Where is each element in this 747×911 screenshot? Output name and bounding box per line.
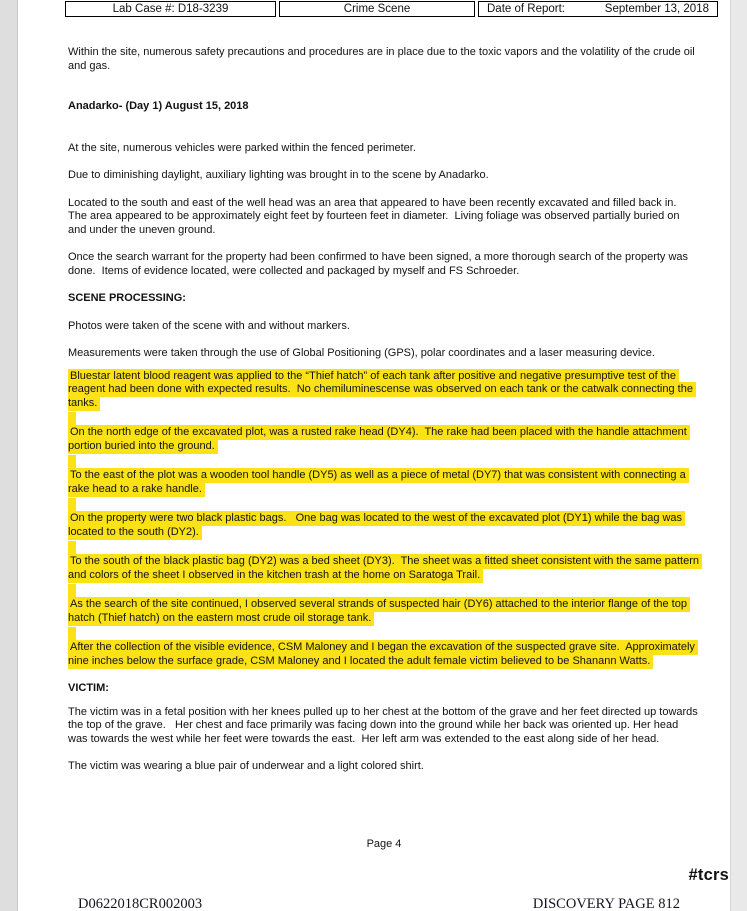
page-number: Page 4 [366,838,402,850]
date-of-report-value: September 13, 2018 [604,3,709,15]
highlighted-paragraph [68,469,700,496]
date-of-report-cell [478,1,718,17]
highlighted-paragraph [68,512,700,539]
heading-scene-processing: SCENE PROCESSING: [68,292,186,304]
highlight-paragraph-mark [68,625,700,641]
right-margin-gutter [730,0,747,911]
report-paragraph: Measurements were taken through the use of Global Positioning (GPS), polar coordinates and a laser measuring device. [68,347,655,359]
highlighted-paragraph [68,555,703,582]
case-type-value: Crime Scene [343,3,411,15]
case-number: D0622018CR002003 [78,896,203,911]
highlight-span: Bluestar latent blood reagent was applied to the “Thief hatch” of each tank after positive and negative presumptive test of the reagent had been done with expected results. No chemiluminescense was observed on each tank or the catwalk connecting the tanks. [68,369,696,409]
report-paragraph: The victim was wearing a blue pair of underwear and a light colored shirt. [68,760,424,772]
highlight-span: On the property were two black plastic bags. One bag was located to the west of the excavated plot (DY1) while the bag was located to the south (DY2). [68,512,686,538]
highlight-span: After the collection of the visible evidence, CSM Maloney and I began the excavation of the suspected grave site. Approximately nine inches below the surface grade, CSM Maloney and I located the adult female victim believed to be Shanann Watts. [68,641,698,667]
highlight-span: On the north edge of the excavated plot, was a rusted rake head (DY4). The rake had been placed with the handle attachment portion buried into the ground. [68,426,690,452]
highlighted-paragraph [68,598,700,625]
heading-anadarko-day1: Anadarko- (Day 1) August 15, 2018 [68,100,249,112]
report-paragraph: Located to the south and east of the well head was an area that appeared to have been recently excavated and filled back in. The area appeared to be approximately eight feet by fourteen feet in diameter. Living foliage was observed partially buried on and under the uneven ground. [68,196,683,236]
discovery-page-number: DISCOVERY PAGE 812 [532,896,680,911]
highlighted-paragraph [68,426,700,453]
report-paragraph: Due to diminishing daylight, auxiliary lighting was brought in to the scene by Anadarko. [68,169,489,181]
lab-case-value: Lab Case #: D18-3239 [112,3,229,15]
report-body [18,17,730,774]
report-paragraph: Within the site, numerous safety precautions and procedures are in place due to the toxic vapors and the volatility of the crude oil and gas. [68,46,698,72]
report-paragraph: Photos were taken of the scene with and without markers. [68,319,350,332]
footer-identifiers [78,896,680,911]
case-type-cell [279,1,475,17]
case-header-table [65,1,718,17]
heading-victim: VICTIM: [68,682,109,694]
report-page [18,0,730,911]
highlight-span: To the east of the plot was a wooden tool handle (DY5) as well as a piece of metal (DY7) that was consistent with connecting a rake head to a rake handle. [68,469,689,495]
highlighted-paragraph [68,641,700,668]
highlight-paragraph-mark [68,539,700,555]
highlight-paragraph-mark [68,582,700,598]
highlight-paragraph-mark [68,453,700,469]
lab-case-cell [65,1,276,17]
report-paragraph: Once the search warrant for the property had been confirmed to have been signed, a more thorough search of the property was done. Items of evidence located, were collected and packaged by myself and FS Schroeder. [68,251,692,277]
highlight-span: To the south of the black plastic bag (DY2) was a bed sheet (DY3). The sheet was a fitted sheet consistent with the same pattern and colors of the sheet I observed in the kitchen trash at the home on Saratoga Trail. [68,555,703,581]
report-paragraph: At the site, numerous vehicles were parked within the fenced perimeter. [68,141,416,154]
highlight-paragraph-mark [68,496,700,512]
hashtag-watermark: #tcrs [688,866,729,884]
highlighted-paragraph [68,370,700,411]
report-paragraph: The victim was in a fetal position with her knees pulled up to her chest at the bottom of the grave and her feet directed up towards the top of the grave. Her chest and face primarily was facing down into the ground while her back was oriented up. Her head was towards the west while her feet were towards the east. Her left arm was extended to the east along side of her head. [68,705,701,745]
left-margin-gutter [0,0,18,911]
date-of-report-label: Date of Report: [487,3,565,15]
highlight-paragraph-mark [68,410,700,426]
highlight-span: As the search of the site continued, I observed several strands of suspected hair (DY6) attached to the interior flange of the top hatch (Thief hatch) on the eastern most crude oil storage tank. [68,598,691,624]
